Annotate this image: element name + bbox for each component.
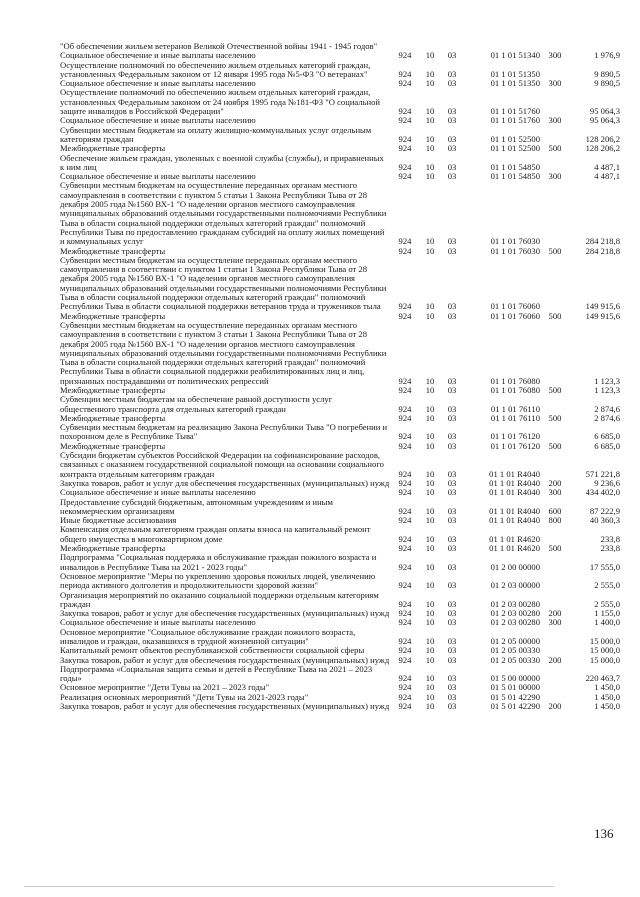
subsection-code-cell: 03 (447, 78, 457, 89)
target-article-cell: 01 1 01 R4040 (489, 515, 540, 526)
section-code-cell: 10 (425, 487, 435, 498)
ministry-code-cell: 924 (398, 468, 412, 479)
amount-cell: 1 976,9 (594, 50, 620, 61)
target-article-cell: 01 1 01 R4040 (489, 477, 540, 488)
target-article-cell: 01 1 01 51760 (490, 115, 540, 126)
section-code-cell: 10 (425, 236, 435, 247)
expense-name-cell: Субвенции местным бюджетам на осуществление переданных органам местного самоуправления в соответствии с пунктом 3 статьи 1 Закона Республики Тыва от 28 декабря 2005 года №1560 ВХ-1 "О наделении органов местного самоуправления муниципальных образований отдельными государственными полномочиями Республики Тыва в области социальной поддержки отдельных категорий граждан" полномочий Республики Тыва в области социальной поддержки реабилитированных лиц и лиц, признанных пострадавшими от политических репрессий (60, 319, 387, 386)
subsection-code-cell: 03 (447, 133, 457, 144)
subsection-code-cell: 03 (447, 412, 457, 423)
amount-cell: 87 222,9 (589, 505, 620, 516)
expense-type-cell: 300 (548, 171, 562, 182)
table-row (60, 665, 620, 684)
expense-name-cell: Закупка товаров, работ и услуг для обеспечения государственных (муниципальных) нужд (60, 701, 390, 712)
expense-name-cell: Закупка товаров, работ и услуг для обеспечения государственных (муниципальных) нужд (60, 608, 390, 619)
amount-cell: 17 555,0 (589, 561, 620, 572)
ministry-code-cell: 924 (398, 50, 412, 61)
subsection-code-cell: 03 (447, 143, 457, 154)
table-row (60, 553, 620, 572)
expense-type-cell (540, 553, 570, 572)
ministry-code-cell: 924 (398, 701, 412, 712)
target-article-cell: 01 1 01 51760 (490, 106, 540, 117)
expense-type-cell (540, 525, 570, 544)
table-row (60, 572, 620, 591)
amount-cell: 128 206,2 (585, 133, 620, 144)
expense-name-cell: Социальное обеспечение и иные выплаты населению (60, 487, 256, 498)
amount-cell: 95 064,3 (589, 106, 620, 117)
section-code-cell: 10 (425, 580, 435, 591)
expense-type-cell: 500 (548, 543, 562, 554)
table-row (60, 591, 620, 610)
expense-type-cell (540, 683, 570, 692)
target-article-cell: 01 1 01 R4620 (489, 543, 540, 554)
section-code-cell: 10 (425, 50, 435, 61)
target-article-cell: 01 2 05 00330 (490, 645, 540, 656)
ministry-code-cell: 924 (398, 580, 412, 591)
amount-cell: 128 206,2 (585, 143, 620, 154)
expense-type-cell (540, 451, 570, 479)
section-code-cell: 10 (425, 301, 435, 312)
section-code-cell: 10 (425, 561, 435, 572)
amount-cell: 434 402,0 (585, 487, 620, 498)
ministry-code-cell: 924 (398, 106, 412, 117)
target-article-cell: 01 5 01 00000 (490, 682, 540, 693)
expense-name-cell: "Об обеспечении жильем ветеранов Великой Отечественной войны 1941 - 1945 годов" (60, 41, 378, 51)
amount-cell: 2 874,6 (594, 403, 620, 414)
subsection-code-cell: 03 (447, 701, 457, 712)
amount-cell: 9 890,5 (594, 68, 620, 79)
target-article-cell: 01 5 00 00000 (490, 673, 540, 684)
ministry-code-cell: 924 (398, 608, 412, 619)
ministry-code-cell: 924 (398, 412, 412, 423)
expense-name-cell: Подпрограмма "Социальная поддержка и обслуживание граждан пожилого возраста и инвалидов в Республике Тыва на 2021 - 2023 годы" (60, 552, 377, 572)
expense-name-cell: Социальное обеспечение и иные выплаты населению (60, 50, 256, 61)
expense-name-cell: Субвенции местным бюджетам на осуществление переданных органам местного самоуправления в соответствии с пунктом 1 статьи 1 Закона Республики Тыва от 28 декабря 2005 года №1560 ВХ-1 "О наделении органов местного самоуправления муниципальных образований отдельными государственными полномочиями Республики Тыва в области социальной поддержки отдельных категорий граждан" полномочий Республики Тыва в области социальной поддержки ветеранов труда и тружеников тыла (60, 254, 387, 312)
target-article-cell: 01 5 01 42290 (490, 701, 540, 712)
amount-cell: 233,8 (600, 543, 620, 554)
table-row (60, 126, 620, 145)
amount-cell: 1 450,0 (594, 682, 620, 693)
ministry-code-cell: 924 (398, 161, 412, 172)
expense-type-cell: 500 (548, 245, 562, 256)
ministry-code-cell: 924 (398, 477, 412, 488)
subsection-code-cell: 03 (447, 245, 457, 256)
target-article-cell: 01 2 03 00280 (490, 608, 540, 619)
expense-type-cell (540, 154, 570, 173)
amount-cell: 4 487,1 (594, 161, 620, 172)
target-article-cell: 01 2 05 00330 (490, 654, 540, 665)
expense-name-cell: Основное мероприятие "Дети Тувы на 2021 – 2023 годы" (60, 682, 270, 693)
ministry-code-cell: 924 (398, 487, 412, 498)
amount-cell: 2 555,0 (594, 580, 620, 591)
expense-name-cell: Компенсация отдельным категориям граждан оплаты взноса на капитальный ремонт общего имущества в многоквартирном доме (60, 524, 371, 544)
section-code-cell: 10 (425, 515, 435, 526)
subsection-code-cell: 03 (447, 543, 457, 554)
expense-type-cell: 500 (548, 384, 562, 395)
expense-type-cell: 200 (548, 701, 562, 712)
subsection-code-cell: 03 (447, 682, 457, 693)
section-code-cell: 10 (425, 636, 435, 646)
subsection-code-cell: 03 (447, 403, 457, 414)
subsection-code-cell: 03 (447, 608, 457, 619)
section-code-cell: 10 (425, 245, 435, 256)
expense-name-cell: Межбюджетные трансферты (60, 543, 166, 554)
expense-type-cell (540, 88, 570, 116)
ministry-code-cell: 924 (398, 310, 412, 321)
expense-type-cell: 200 (548, 654, 562, 665)
target-article-cell: 01 1 01 51350 (490, 68, 540, 79)
expense-name-cell: Социальное обеспечение и иные выплаты населению (60, 115, 256, 126)
target-article-cell: 01 5 01 42290 (490, 691, 540, 702)
amount-cell: 571 221,8 (585, 468, 620, 479)
section-code-cell: 10 (425, 106, 435, 117)
amount-cell: 9 890,5 (594, 78, 620, 89)
target-article-cell: 01 1 01 54850 (490, 161, 540, 172)
target-article-cell: 01 2 03 00000 (490, 580, 540, 591)
ministry-code-cell: 924 (398, 68, 412, 79)
ministry-code-cell: 924 (398, 440, 412, 451)
ministry-code-cell: 924 (398, 515, 412, 526)
section-code-cell: 10 (425, 543, 435, 554)
expense-type-cell: 500 (548, 143, 562, 154)
expense-name-cell: Организация мероприятий по оказанию социальной поддержки отдельным категориям граждан (60, 589, 379, 609)
table-row (60, 423, 620, 442)
section-code-cell: 10 (425, 608, 435, 619)
section-code-cell: 10 (425, 68, 435, 79)
subsection-code-cell: 03 (447, 477, 457, 488)
expense-type-cell: 200 (548, 608, 562, 619)
table-row (60, 181, 620, 246)
expense-type-cell: 500 (548, 440, 562, 451)
amount-cell: 284 218,8 (585, 245, 620, 256)
expense-type-cell (540, 126, 570, 145)
subsection-code-cell: 03 (447, 533, 457, 544)
ministry-code-cell: 924 (398, 673, 412, 684)
expense-type-cell (540, 181, 570, 246)
ministry-code-cell: 924 (398, 598, 412, 609)
subsection-code-cell: 03 (447, 617, 457, 628)
section-code-cell: 10 (425, 533, 435, 544)
amount-cell: 1 123,3 (594, 375, 620, 386)
amount-cell: 149 915,6 (585, 301, 620, 312)
amount-cell: 9 236,6 (594, 477, 620, 488)
expense-name-cell: Реализация основных мероприятий "Дети Тувы на 2021-2023 годы" (60, 691, 309, 702)
table-row (60, 628, 620, 647)
target-article-cell: 01 1 01 76110 (490, 412, 540, 423)
amount-cell: 4 487,1 (594, 171, 620, 182)
expense-type-cell (540, 256, 570, 312)
subsection-code-cell: 03 (447, 115, 457, 126)
table-row (60, 451, 620, 479)
subsection-code-cell: 03 (447, 301, 457, 312)
expense-name-cell: Субвенции местным бюджетам на обеспечение равной доступности услуг общественного транспорта для отдельных категорий граждан (60, 394, 333, 414)
target-article-cell: 01 1 01 76030 (490, 236, 540, 247)
subsection-code-cell: 03 (447, 375, 457, 386)
table-row (60, 321, 620, 386)
expense-name-cell: Иные бюджетные ассигнования (60, 515, 177, 526)
expense-name-cell: Субвенции местным бюджетам на реализацию Закона Республики Тыва "О погребении и похоронном деле в Республике Тыва" (60, 422, 388, 442)
ministry-code-cell: 924 (398, 133, 412, 144)
section-code-cell: 10 (425, 645, 435, 656)
target-article-cell: 01 2 03 00280 (490, 617, 540, 628)
subsection-code-cell: 03 (447, 171, 457, 182)
expense-name-cell: Капитальный ремонт объектов республиканской собственности социальной сферы (60, 645, 365, 656)
ministry-code-cell: 924 (398, 654, 412, 665)
section-code-cell: 10 (425, 617, 435, 628)
amount-cell: 284 218,8 (585, 236, 620, 247)
expense-type-cell (540, 665, 570, 684)
expense-type-cell (540, 572, 570, 591)
budget-table (60, 42, 620, 711)
expense-name-cell: Социальное обеспечение и иные выплаты населению (60, 617, 256, 628)
expense-name-cell: Предоставление субсидий бюджетным, автономным учреждениям и иным некоммерческим организациям (60, 496, 333, 516)
subsection-code-cell: 03 (447, 50, 457, 61)
section-code-cell: 10 (425, 161, 435, 172)
expense-name-cell: Межбюджетные трансферты (60, 245, 166, 256)
section-code-cell: 10 (425, 598, 435, 609)
section-code-cell: 10 (425, 384, 435, 395)
expense-type-cell: 300 (548, 487, 562, 498)
target-article-cell: 01 1 01 76120 (490, 431, 540, 442)
ministry-code-cell: 924 (398, 171, 412, 182)
subsection-code-cell: 03 (447, 580, 457, 591)
target-article-cell: 01 1 01 76110 (490, 403, 540, 414)
expense-name-cell: Межбюджетные трансферты (60, 143, 166, 154)
amount-cell: 15 000,0 (589, 654, 620, 665)
subsection-code-cell: 03 (447, 515, 457, 526)
amount-cell: 6 685,0 (594, 440, 620, 451)
subsection-code-cell: 03 (447, 440, 457, 451)
ministry-code-cell: 924 (398, 543, 412, 554)
target-article-cell: 01 2 05 00000 (490, 636, 540, 646)
target-article-cell: 01 1 01 76060 (490, 301, 540, 312)
budget-table-body (60, 42, 620, 711)
expense-type-cell: 300 (548, 50, 562, 61)
target-article-cell: 01 2 03 00280 (490, 598, 540, 609)
table-row (60, 702, 620, 711)
section-code-cell: 10 (425, 505, 435, 516)
expense-type-cell (540, 395, 570, 414)
amount-cell: 95 064,3 (589, 115, 620, 126)
expense-name-cell: Осуществление полномочий по обеспечению жильем отдельных категорий граждан, установленных Федеральным законом от 12 января 1995 года №5-ФЗ "О ветеранах" (60, 59, 371, 79)
amount-cell: 2 874,6 (594, 412, 620, 423)
expense-name-cell: Субсидии бюджетам субъектов Российской Федерации на софинансирование расходов, связанных с оказанием государственной социальной помощи на основании социального контракта отдельным категориям граждан (60, 450, 384, 479)
target-article-cell: 01 1 01 52500 (490, 133, 540, 144)
section-code-cell: 10 (425, 691, 435, 702)
expense-name-cell: Социальное обеспечение и иные выплаты населению (60, 171, 256, 182)
section-code-cell: 10 (425, 375, 435, 386)
section-code-cell: 10 (425, 115, 435, 126)
target-article-cell: 01 1 01 R4040 (489, 487, 540, 498)
table-row (60, 256, 620, 312)
ministry-code-cell: 924 (398, 115, 412, 126)
amount-cell: 15 000,0 (589, 636, 620, 646)
table-row (60, 88, 620, 116)
subsection-code-cell: 03 (447, 561, 457, 572)
scan-edge-line (24, 886, 554, 887)
subsection-code-cell: 03 (447, 431, 457, 442)
amount-cell: 1 450,0 (594, 701, 620, 712)
ministry-code-cell: 924 (398, 384, 412, 395)
subsection-code-cell: 03 (447, 691, 457, 702)
amount-cell: 233,8 (600, 533, 620, 544)
ministry-code-cell: 924 (398, 143, 412, 154)
target-article-cell: 01 1 01 76030 (490, 245, 540, 256)
section-code-cell: 10 (425, 673, 435, 684)
target-article-cell: 01 2 00 00000 (490, 561, 540, 572)
subsection-code-cell: 03 (447, 487, 457, 498)
ministry-code-cell: 924 (398, 245, 412, 256)
target-article-cell: 01 1 01 R4620 (489, 533, 540, 544)
amount-cell: 1 450,0 (594, 691, 620, 702)
expense-type-cell (540, 628, 570, 647)
ministry-code-cell: 924 (398, 78, 412, 89)
section-code-cell: 10 (425, 431, 435, 442)
target-article-cell: 01 1 01 54850 (490, 171, 540, 182)
amount-cell: 2 555,0 (594, 598, 620, 609)
section-code-cell: 10 (425, 682, 435, 693)
target-article-cell: 01 1 01 52500 (490, 143, 540, 154)
ministry-code-cell: 924 (398, 617, 412, 628)
expense-name-cell: Основное мероприятие "Социальное обслуживание граждан пожилого возраста, инвалидов и граждан, оказавшихся в трудной жизненной ситуации" (60, 626, 356, 646)
expense-type-cell: 300 (548, 78, 562, 89)
ministry-code-cell: 924 (398, 375, 412, 386)
amount-cell: 1 123,3 (594, 384, 620, 395)
ministry-code-cell: 924 (398, 236, 412, 247)
section-code-cell: 10 (425, 701, 435, 712)
section-code-cell: 10 (425, 143, 435, 154)
amount-cell: 149 915,6 (585, 310, 620, 321)
expense-type-cell: 500 (548, 412, 562, 423)
amount-cell: 15 000,0 (589, 645, 620, 656)
subsection-code-cell: 03 (447, 468, 457, 479)
expense-type-cell (540, 591, 570, 610)
subsection-code-cell: 03 (447, 106, 457, 117)
expense-name-cell: Межбюджетные трансферты (60, 384, 166, 395)
expense-name-cell: Закупка товаров, работ и услуг для обеспечения государственных (муниципальных) нужд (60, 654, 390, 665)
section-code-cell: 10 (425, 477, 435, 488)
expense-type-cell: 200 (548, 477, 562, 488)
ministry-code-cell: 924 (398, 301, 412, 312)
target-article-cell: 01 1 01 76080 (490, 384, 540, 395)
section-code-cell: 10 (425, 171, 435, 182)
expense-name-cell: Осуществление полномочий по обеспечению жильем отдельных категорий граждан, установленных Федеральным законом от 24 ноября 1995 года №181-ФЗ "О социальной защите инвалидов в Российской Федерации" (60, 87, 381, 117)
expense-name-cell: Субвенции местным бюджетам на оплату жилищно-коммунальных услуг отдельным категориям граждан (60, 124, 372, 144)
expense-name-cell: Основное мероприятие "Меры по укреплению здоровья пожилых людей, увеличению периода активного долголетия и продолжительности здоровой жизни" (60, 570, 376, 591)
expense-type-cell: 300 (548, 115, 562, 126)
section-code-cell: 10 (425, 310, 435, 321)
ministry-code-cell: 924 (398, 645, 412, 656)
table-row (60, 395, 620, 414)
section-code-cell: 10 (425, 468, 435, 479)
ministry-code-cell: 924 (398, 636, 412, 646)
target-article-cell: 01 1 01 76060 (490, 310, 540, 321)
subsection-code-cell: 03 (447, 68, 457, 79)
subsection-code-cell: 03 (447, 161, 457, 172)
ministry-code-cell: 924 (398, 691, 412, 702)
subsection-code-cell: 03 (447, 236, 457, 247)
amount-cell: 40 360,3 (589, 515, 620, 526)
page-number: 136 (594, 826, 614, 841)
target-article-cell: 01 1 01 76080 (490, 375, 540, 386)
expense-type-cell: 300 (548, 617, 562, 628)
ministry-code-cell: 924 (398, 533, 412, 544)
ministry-code-cell: 924 (398, 561, 412, 572)
subsection-code-cell: 03 (447, 673, 457, 684)
target-article-cell: 01 1 01 51350 (490, 78, 540, 89)
target-article-cell: 01 1 01 76120 (490, 440, 540, 451)
subsection-code-cell: 03 (447, 384, 457, 395)
expense-name-cell: Закупка товаров, работ и услуг для обеспечения государственных (муниципальных) нужд (60, 477, 390, 488)
amount-cell: 1 400,0 (594, 617, 620, 628)
table-row (60, 154, 620, 173)
target-article-cell: 01 1 01 R4040 (489, 505, 540, 516)
section-code-cell: 10 (425, 78, 435, 89)
expense-type-cell: 600 (548, 505, 562, 516)
ministry-code-cell: 924 (398, 682, 412, 693)
ministry-code-cell: 924 (398, 505, 412, 516)
target-article-cell: 01 1 01 R4040 (489, 468, 540, 479)
amount-cell: 6 685,0 (594, 431, 620, 442)
expense-name-cell: Субвенции местным бюджетам на осуществление переданных органам местного самоуправления в соответствии с пунктом 5 статьи 1 Закона Республики Тыва от 28 декабря 2005 года №1560 ВХ-1 "О наделении органов местного самоуправления муниципальных образований отдельными государственными полномочиями Республики Тыва в области социальной поддержки отдельных категорий граждан" полномочий Республики Тыва по предоставлению гражданам субсидий на оплату жилых помещений и коммунальных услуг (60, 180, 387, 247)
expense-type-cell: 800 (548, 515, 562, 526)
amount-cell: 220 463,7 (585, 673, 620, 684)
expense-name-cell: Межбюджетные трансферты (60, 440, 166, 451)
target-article-cell: 01 1 01 51340 (490, 50, 540, 61)
expense-type-cell: 500 (548, 310, 562, 321)
subsection-code-cell: 03 (447, 310, 457, 321)
expense-name-cell: Обеспечение жильем граждан, уволенных с военной службы (службы), и приравненных к ним лиц (60, 152, 384, 172)
subsection-code-cell: 03 (447, 636, 457, 646)
section-code-cell: 10 (425, 133, 435, 144)
expense-name-cell: Социальное обеспечение и иные выплаты населению (60, 78, 256, 89)
table-row (60, 498, 620, 517)
section-code-cell: 10 (425, 654, 435, 665)
ministry-code-cell: 924 (398, 431, 412, 442)
amount-cell: 1 155,0 (594, 608, 620, 619)
expense-name-cell: Подпрограмма «Социальная защита семьи и детей в Республике Тыва на 2021 – 2023 годы» (60, 663, 373, 684)
section-code-cell: 10 (425, 440, 435, 451)
subsection-code-cell: 03 (447, 645, 457, 656)
section-code-cell: 10 (425, 412, 435, 423)
table-row (60, 61, 620, 80)
subsection-code-cell: 03 (447, 598, 457, 609)
expense-name-cell: Межбюджетные трансферты (60, 310, 166, 321)
expense-type-cell (540, 321, 570, 386)
section-code-cell: 10 (425, 403, 435, 414)
expense-type-cell (540, 423, 570, 442)
table-row (60, 525, 620, 544)
subsection-code-cell: 03 (447, 505, 457, 516)
subsection-code-cell: 03 (447, 654, 457, 665)
expense-type-cell (540, 61, 570, 80)
ministry-code-cell: 924 (398, 403, 412, 414)
expense-name-cell: Межбюджетные трансферты (60, 412, 166, 423)
